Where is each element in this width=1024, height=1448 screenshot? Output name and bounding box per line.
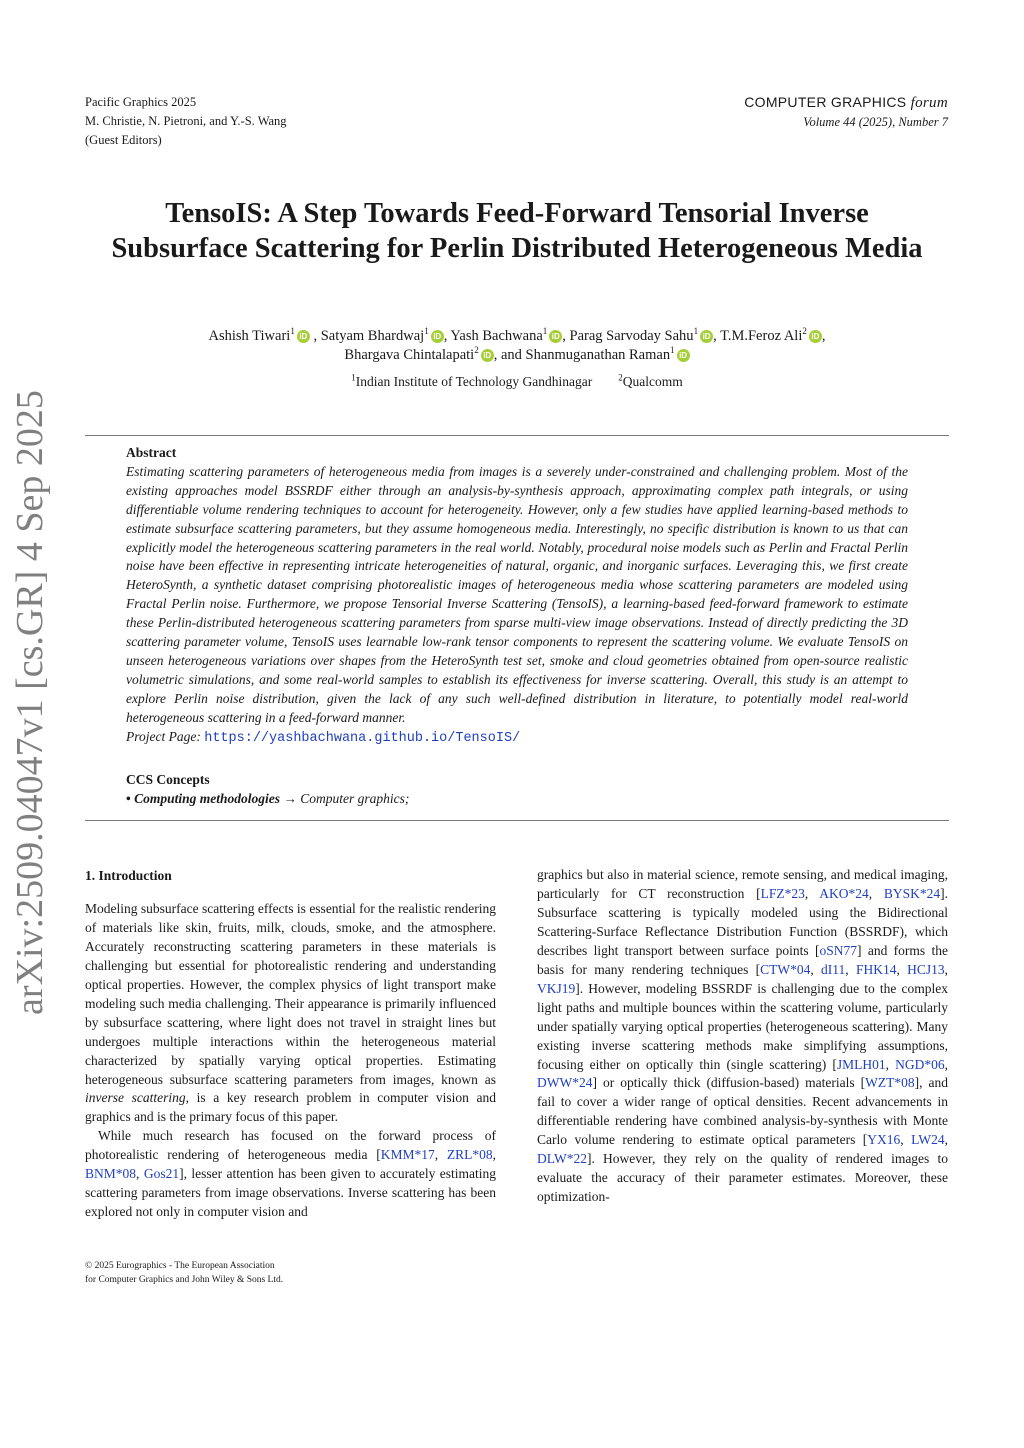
citation-link[interactable]: Gos21 <box>143 1166 180 1182</box>
divider-bottom <box>85 820 949 821</box>
citation-link[interactable]: LW24 <box>911 1132 945 1148</box>
citation-link[interactable]: BNM*08 <box>85 1166 137 1182</box>
author-list: Ashish Tiwari$^1$iD , Satyam Bhardwaj$^1$iD , Yash Bachwana$^1$iD , Parag Sarvoday Sahu$^1$iD , T.M.Feroz Ali$^2$iD , Bhargava Chintalapati$^2$iD , and Shanmuganathan Raman$^1$iD <box>208 326 826 363</box>
intro-paragraph-1: Modeling subsurface scattering effects is essential for the realistic rendering of materials like skin, fruits, milk, clouds, smoke, and the atmosphere. Accurately reconstructing scattering parameters in these materials is challenging but essential for photorealistic rendering and understanding optical properties. However, the complex physics of light transport make modeling such media challenging. Their appearance is primarily influenced by subsurface scattering, where light does not travel in straight lines but undergoes multiple interactions within the heterogeneous material characterized by spatially varying optical properties. Estimating heterogeneous subsurface scattering parameters from images, known as inverse scattering, is a key research problem in computer vision and graphics and is the primary focus of this paper. <box>85 900 496 1125</box>
right-column <box>537 866 948 1207</box>
affiliation-name: Qualcomm <box>622 374 683 389</box>
editors-role: (Guest Editors) <box>85 133 162 147</box>
abstract-section <box>126 444 908 749</box>
orcid-icon[interactable]: iD <box>677 349 690 362</box>
ccs-concepts <box>126 770 908 808</box>
citation-link[interactable]: JMLH01 <box>836 1056 886 1072</box>
paper-title: TensoIS: A Step Towards Feed-Forward Tensorial Inverse Subsurface Scattering for Perlin Distributed Heterogeneous Media <box>111 198 923 264</box>
author-name: Ashish Tiwari <box>208 328 291 344</box>
journal-volume: Volume 44 (2025), Number 7 <box>803 115 948 129</box>
divider-top <box>85 435 949 436</box>
project-url-link[interactable]: https://yashbachwana.github.io/TensoIS/ <box>204 730 521 746</box>
author-name: Bhargava Chintalapati <box>344 347 475 363</box>
citation-link[interactable]: FHK14 <box>855 961 897 977</box>
citation-link[interactable]: DLW*22 <box>537 1151 587 1167</box>
citation-link[interactable]: oSN77 <box>819 942 857 958</box>
journal-name: COMPUTER GRAPHICS forum <box>744 94 948 111</box>
orcid-icon[interactable]: iD <box>549 330 562 343</box>
header-right <box>744 93 948 132</box>
orcid-icon[interactable]: iD <box>297 330 310 343</box>
orcid-icon[interactable]: iD <box>809 330 822 343</box>
citation-link[interactable]: YX16 <box>867 1132 901 1148</box>
citation-link[interactable]: CTW*04 <box>760 961 811 977</box>
citation-link[interactable]: ZRL*08 <box>446 1147 493 1163</box>
citation-link[interactable]: DWW*24 <box>537 1075 593 1091</box>
abstract-heading: Abstract <box>126 445 177 460</box>
citation-link[interactable]: HCJ13 <box>907 961 945 977</box>
author-name: Satyam Bhardwaj <box>320 328 425 344</box>
citation-link[interactable]: BYSK*24 <box>883 885 941 901</box>
ccs-heading: CCS Concepts <box>126 772 210 787</box>
affiliations: $^1$Indian Institute of Technology Gandhinagar $^2$Qualcomm <box>351 372 683 389</box>
abstract-text: Estimating scattering parameters of heterogeneous media from images is a severely under-constrained and challenging problem. Most of the existing approaches model BSSRDF either through an analysis-by-synthesis approach, approximating complex path integrals, or using differentiable volume rendering techniques to account for heterogeneity. However, only a few studies have applied learning-based methods to estimate subsurface scattering parameters, but they assume homogeneous media. Interestingly, no specific distribution is known to us that can explicitly model the heterogeneous scattering parameters in the real world. Notably, procedural noise models such as Perlin and Fractal Perlin noise have been effective in representing intricate heterogeneities of natural, organic, and inorganic surfaces. Leveraging this, we first create HeteroSynth, a synthetic dataset comprising photorealistic images of heterogeneous media whose scattering parameters are modeled using Fractal Perlin noise. Furthermore, we propose Tensorial Inverse Scattering (TensoIS), a learning-based feed-forward framework to estimate these Perlin-distributed heterogeneous scattering parameters from sparse multi-view image observations. Instead of directly predicting the 3D scattering parameter volume, TensoIS uses learnable low-rank tensor components to represent the scattering volume. We evaluate TensoIS on unseen heterogeneous variations over shapes from the HeteroSynth test set, smoke and cloud geometries obtained from open-source realistic volumetric simulations, and some real-world samples to establish its effectiveness for inverse scattering. Overall, this study is an attempt to explore Perlin noise distribution, given the lack of any such well-defined distribution in literature, to potentially model real-world heterogeneous scattering in a feed-forward manner. <box>126 463 908 725</box>
citation-link[interactable]: dI11 <box>821 961 846 977</box>
header-left <box>85 93 287 150</box>
citation-link[interactable]: NGD*06 <box>895 1056 945 1072</box>
orcid-icon[interactable]: iD <box>431 330 444 343</box>
conference-name: Pacific Graphics 2025 <box>85 95 197 109</box>
author-name: Parag Sarvoday Sahu <box>569 328 694 344</box>
orcid-icon[interactable]: iD <box>481 349 494 362</box>
copyright-footer: © 2025 Eurographics - The European Association for Computer Graphics and John Wiley & Sons Ltd. <box>85 1261 284 1285</box>
left-column <box>85 867 496 1222</box>
intro-paragraph-2: While much research has focused on the forward process of photorealistic rendering of heterogeneous media [KMM*17, ZRL*08, BNM*08, Gos21], lesser attention has been given to accurately estimating scattering parameters from image observations. Inverse scattering has been explored not only in computer vision and <box>85 1128 496 1220</box>
editors: M. Christie, N. Pietroni, and Y.-S. Wang <box>85 114 287 128</box>
citation-link[interactable]: KMM*17 <box>380 1147 435 1163</box>
intro-paragraph-continued: graphics but also in material science, remote sensing, and medical imaging, particularly for CT reconstruction [LFZ*23, AKO*24, BYSK*24]. Subsurface scattering is typically modeled using the Bidirectional Scattering-Surface Reflectance Distribution Function (BSSRDF), which describes light transport between surface points [oSN77] and forms the basis for many rendering techniques [CTW*04, dI11, FHK14, HCJ13, VKJ19]. However, modeling BSSRDF is challenging due to the complex light paths and multiple bounces within the scattering volume, particularly under spatially varying optical properties (heterogeneous scattering). Many existing inverse scattering methods make simplifying assumptions, focusing either on optically thin (single scattering) [JMLH01, NGD*06, DWW*24] or optically thick (diffusion-based) materials [WZT*08], and fail to cover a wider range of optical densities. Recent advancements in differentiable rendering have combined analysis-by-synthesis with Monte Carlo volume rendering to estimate optical parameters [YX16, LW24, DLW*22]. However, they rely on the quality of rendered images to evaluate the accuracy of their parameter estimates. Moreover, these optimization- <box>537 867 949 1205</box>
affiliation-name: Indian Institute of Technology Gandhinagar <box>355 374 593 389</box>
section-heading-introduction: 1. Introduction <box>85 868 172 883</box>
project-page: Project Page: https://yashbachwana.github.io/TensoIS/ <box>126 728 521 746</box>
citation-link[interactable]: WZT*08 <box>865 1075 915 1091</box>
author-name: Yash Bachwana <box>450 328 543 344</box>
orcid-icon[interactable]: iD <box>700 330 713 343</box>
ccs-entry: • Computing methodologies → Computer graphics; <box>126 791 410 806</box>
author-name: T.M.Feroz Ali <box>720 328 803 344</box>
citation-link[interactable]: VKJ19 <box>537 980 576 996</box>
citation-link[interactable]: AKO*24 <box>819 885 869 901</box>
author-name: Shanmuganathan Raman <box>525 347 671 363</box>
citation-link[interactable]: LFZ*23 <box>760 885 805 901</box>
